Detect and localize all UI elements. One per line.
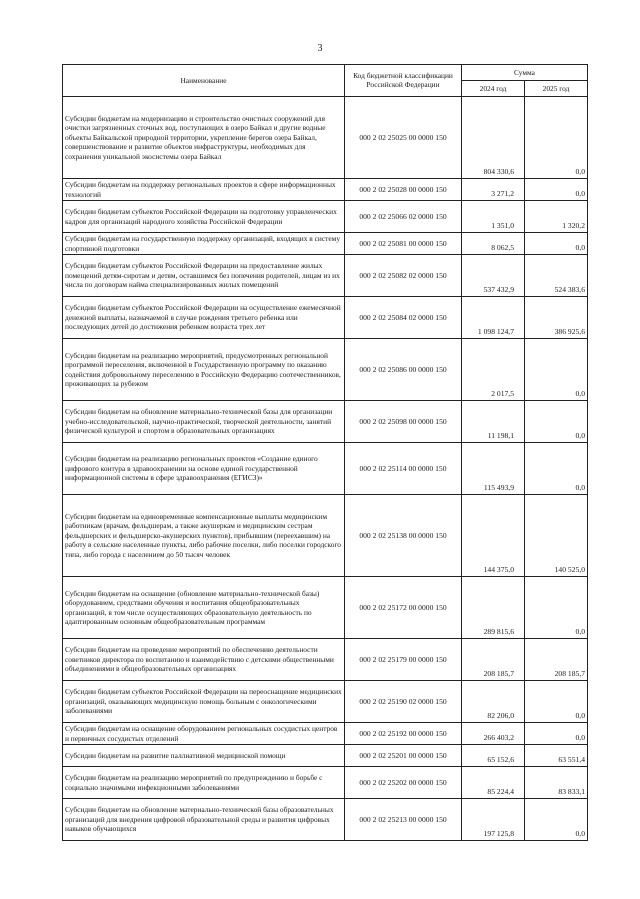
row-2024-value: 11 198,1 [462, 401, 525, 443]
row-2025-value: 0,0 [525, 723, 588, 745]
table-row [63, 745, 588, 767]
row-name-cell: Субсидии бюджетам субъектов Российской Федерации на переоснащение медицинских организаций, оказывающих медицинскую помощь больным с онкологическими заболеваниями [63, 681, 345, 723]
header-name: Наименование [63, 65, 345, 97]
row-2025-value: 0,0 [525, 443, 588, 495]
row-code-cell: 000 2 02 25028 00 0000 150 [345, 179, 462, 201]
row-2025-value: 524 383,6 [525, 255, 588, 297]
row-code-cell: 000 2 02 25084 02 0000 150 [345, 297, 462, 339]
row-2024-value: 804 330,6 [462, 97, 525, 179]
row-code-cell: 000 2 02 25086 00 0000 150 [345, 339, 462, 401]
row-2024-value: 85 224,4 [462, 767, 525, 799]
row-2025-value: 1 320,2 [525, 201, 588, 233]
header-year-2024: 2024 год [462, 81, 525, 97]
budget-table [62, 64, 588, 841]
table-row [63, 639, 588, 681]
row-2025-value: 140 525,0 [525, 495, 588, 577]
row-name-cell: Субсидии бюджетам на оснащение (обновление материально-технической базы) оборудованием, средствами обучения и воспитания общеобразовательных организаций, в том числе осуществляющих образовательную деятельность по адаптированным основным общеобразовательным программам [63, 577, 345, 639]
row-name-cell: Субсидии бюджетам субъектов Российской Федерации на подготовку управленческих кадров для организаций народного хозяйства Российской Федерации [63, 201, 345, 233]
row-name-cell: Субсидии бюджетам на поддержку региональных проектов в сфере информационных технологий [63, 179, 345, 201]
row-code-cell: 000 2 02 25202 00 0000 150 [345, 767, 462, 799]
row-code-cell: 000 2 02 25066 02 0000 150 [345, 201, 462, 233]
row-2024-value: 1 098 124,7 [462, 297, 525, 339]
row-code-cell: 000 2 02 25098 00 0000 150 [345, 401, 462, 443]
table-row [63, 443, 588, 495]
row-2024-value: 144 375,0 [462, 495, 525, 577]
row-code-cell: 000 2 02 25025 00 0000 150 [345, 97, 462, 179]
row-name-cell: Субсидии бюджетам на реализацию мероприятий по предупреждению и борьбе с социально значимыми инфекционными заболеваниями [63, 767, 345, 799]
table-row [63, 723, 588, 745]
table-row [63, 297, 588, 339]
table-row [63, 233, 588, 255]
row-2024-value: 115 493,9 [462, 443, 525, 495]
row-name-cell: Субсидии бюджетам субъектов Российской Федерации на осуществление ежемесячной денежной выплаты, назначаемой в случае рождения третьего ребенка или последующих детей до достижения ребенком возраста трех лет [63, 297, 345, 339]
page-number: 3 [317, 43, 323, 54]
row-code-cell: 000 2 02 25201 00 0000 150 [345, 745, 462, 767]
row-code-cell: 000 2 02 25192 00 0000 150 [345, 723, 462, 745]
row-2024-value: 3 271,2 [462, 179, 525, 201]
row-code-cell: 000 2 02 25179 00 0000 150 [345, 639, 462, 681]
table-body [63, 97, 588, 841]
row-name-cell: Субсидии бюджетам на модернизацию и строительство очистных сооружений для очистки загрязненных сточных вод, поступающих в озеро Байкал и другие водные объекты Байкальской природной территории, укрепление берегов озера Байкал, совершенствование и развитие объектов инфраструктуры, необходимых для сохранения уникальной экосистемы озера Байкал [63, 97, 345, 179]
row-2024-value: 208 185,7 [462, 639, 525, 681]
row-2025-value: 0,0 [525, 233, 588, 255]
row-code-cell: 000 2 02 25114 00 0000 150 [345, 443, 462, 495]
row-2024-value: 289 815,6 [462, 577, 525, 639]
row-2025-value: 83 833,1 [525, 767, 588, 799]
row-2024-value: 1 351,0 [462, 201, 525, 233]
row-2024-value: 197 125,8 [462, 799, 525, 841]
header-year-2025: 2025 год [525, 81, 588, 97]
row-2025-value: 0,0 [525, 339, 588, 401]
row-name-cell: Субсидии бюджетам на государственную поддержку организаций, входящих в систему спортивной подготовки [63, 233, 345, 255]
table-row [63, 401, 588, 443]
row-2025-value: 63 551,4 [525, 745, 588, 767]
row-2025-value: 208 185,7 [525, 639, 588, 681]
row-2025-value: 0,0 [525, 799, 588, 841]
row-code-cell: 000 2 02 25172 00 0000 150 [345, 577, 462, 639]
row-code-cell: 000 2 02 25213 00 0000 150 [345, 799, 462, 841]
table-row [63, 255, 588, 297]
table-row [63, 97, 588, 179]
row-name-cell: Субсидии бюджетам на реализацию региональных проектов «Создание единого цифрового контура в здравоохранении на основе единой государственной информационной системы в сфере здравоохранения (ЕГИСЗ)» [63, 443, 345, 495]
row-code-cell: 000 2 02 25082 02 0000 150 [345, 255, 462, 297]
row-2024-value: 537 432,9 [462, 255, 525, 297]
header-code: Код бюджетной классификации Российской Федерации [345, 65, 462, 97]
table-row [63, 767, 588, 799]
header-sum: Сумма [462, 65, 588, 81]
row-2024-value: 2 017,5 [462, 339, 525, 401]
row-name-cell: Субсидии бюджетам на развитие паллиативной медицинской помощи [63, 745, 345, 767]
row-2025-value: 0,0 [525, 577, 588, 639]
table-row [63, 577, 588, 639]
row-code-cell: 000 2 02 25138 00 0000 150 [345, 495, 462, 577]
row-2025-value: 0,0 [525, 401, 588, 443]
table-row [63, 799, 588, 841]
table-row [63, 179, 588, 201]
row-name-cell: Субсидии бюджетам на единовременные компенсационные выплаты медицинским работникам (врачам, фельдшерам, а также акушеркам и медицинским сестрам фельдшерских и фельдшерско-акушерских пунктов), прибывшим (переехавшим) на работу в сельские населенные пункты, либо рабочие поселки, либо поселки городского типа, либо города с населением до 50 тысяч человек [63, 495, 345, 577]
table-row [63, 339, 588, 401]
row-2024-value: 266 403,2 [462, 723, 525, 745]
row-2024-value: 82 206,0 [462, 681, 525, 723]
row-name-cell: Субсидии бюджетам на проведение мероприятий по обеспечению деятельности советников директора по воспитанию и взаимодействию с детскими общественными объединениями в общеобразовательных организациях [63, 639, 345, 681]
row-name-cell: Субсидии бюджетам на обновление материально-технической базы для организации учебно-исследовательской, научно-практической, творческой деятельности, занятий физической культурой и спортом в образовательных организациях [63, 401, 345, 443]
table-row [63, 495, 588, 577]
row-2025-value: 0,0 [525, 97, 588, 179]
row-2025-value: 0,0 [525, 681, 588, 723]
table-row [63, 681, 588, 723]
row-2024-value: 65 152,6 [462, 745, 525, 767]
table-row [63, 201, 588, 233]
row-2025-value: 386 925,6 [525, 297, 588, 339]
row-name-cell: Субсидии бюджетам на реализацию мероприятий, предусмотренных региональной программой переселения, включенной в Государственную программу по оказанию содействия добровольному переселению в Российскую Федерацию соотечественников, проживающих за рубежом [63, 339, 345, 401]
row-name-cell: Субсидии бюджетам на обновление материально-технической базы образовательных организаций для внедрения цифровой образовательной среды и развития цифровых навыков обучающихся [63, 799, 345, 841]
row-2025-value: 0,0 [525, 179, 588, 201]
row-code-cell: 000 2 02 25081 00 0000 150 [345, 233, 462, 255]
row-code-cell: 000 2 02 25190 02 0000 150 [345, 681, 462, 723]
row-name-cell: Субсидии бюджетам на оснащение оборудованием региональных сосудистых центров и первичных сосудистых отделений [63, 723, 345, 745]
row-name-cell: Субсидии бюджетам субъектов Российской Федерации на предоставление жилых помещений детям-сиротам и детям, оставшимся без попечения родителей, лицам из их числа по договорам найма специализированных жилых помещений [63, 255, 345, 297]
row-2024-value: 8 062,5 [462, 233, 525, 255]
